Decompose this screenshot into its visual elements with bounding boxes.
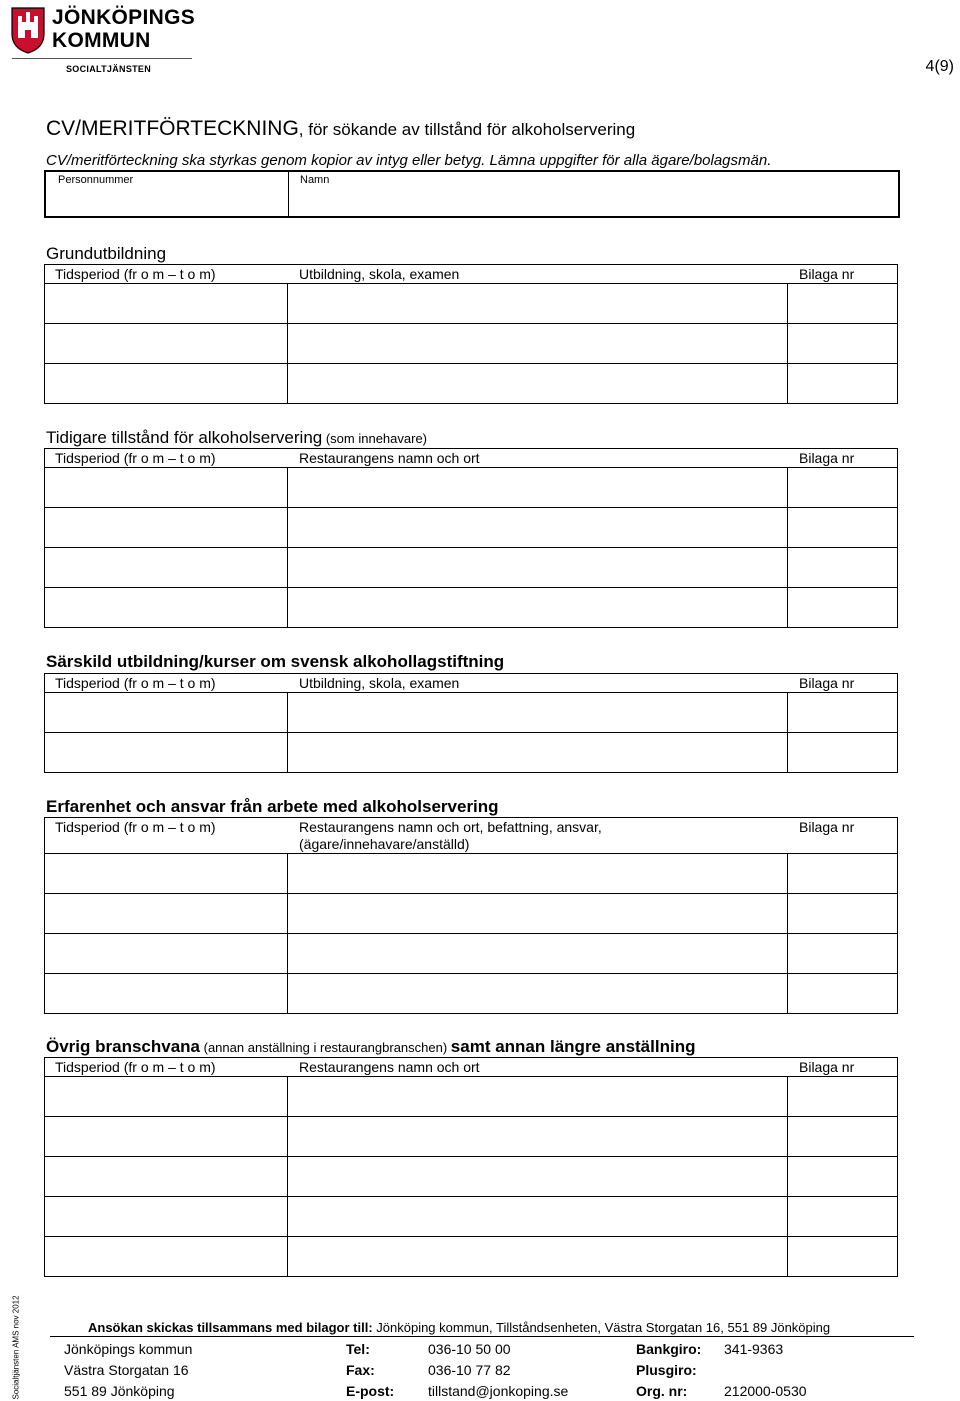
col-restaurant-line2: (ägare/innehavare/anställd) [299,836,470,852]
col-education: Utbildning, skola, examen [299,266,460,282]
table-row[interactable] [45,587,897,627]
col-bilaga: Bilaga nr [799,450,855,466]
footer-tel-label: Tel: [346,1341,370,1357]
col-period: Tidsperiod (fr o m – t o m) [55,1059,216,1075]
title-main: CV/MERITFÖRTECKNING [46,117,299,140]
col-period: Tidsperiod (fr o m – t o m) [55,675,216,691]
applicant-id-box[interactable] [44,170,900,218]
section-heading-grundutbildning: Grundutbildning [46,244,167,263]
table-row[interactable] [45,1196,897,1236]
footer-send-instruction [88,1320,830,1335]
footer-org-name: Jönköpings kommun [64,1341,193,1357]
heading-note: (annan anställning i restaurangbranschen) [200,1040,451,1055]
department-label: SOCIALTJÄNSTEN [66,64,152,74]
personnummer-label: Personnummer [58,174,134,186]
send-address: Jönköping kommun, Tillståndsenheten, Västra Storgatan 16, 551 89 Jönköping [372,1320,831,1335]
table-row[interactable] [45,283,897,323]
table-row[interactable] [45,1156,897,1196]
footer-tel: 036-10 50 00 [428,1341,511,1357]
instruction-text: CV/meritförteckning ska styrkas genom kopior av intyg eller betyg. Lämna uppgifter för alla ägare/bolagsmän. [46,152,772,169]
col-bilaga: Bilaga nr [799,266,855,282]
section-heading-erfarenhet: Erfarenhet och ansvar från arbete med alkoholservering [46,797,499,816]
col-period: Tidsperiod (fr o m – t o m) [55,266,216,282]
col-bilaga: Bilaga nr [799,1059,855,1075]
table-row[interactable] [45,507,897,547]
heading-note: (som innehavare) [322,431,428,446]
logo-divider [12,58,192,59]
footer-org-nr: 212000-0530 [724,1383,807,1399]
col-education: Utbildning, skola, examen [299,675,460,691]
table-row[interactable] [45,547,897,587]
table-row[interactable] [45,893,897,933]
table-row[interactable] [45,1236,897,1276]
col-period: Tidsperiod (fr o m – t o m) [55,819,216,835]
table-header [44,448,898,468]
id-divider [288,172,289,216]
title-sub: , för sökande av tillstånd för alkoholservering [298,120,636,139]
footer-fax-label: Fax: [346,1362,375,1378]
section-heading-ovrig-branschvana [46,1037,695,1057]
col-restaurant-line1: Restaurangens namn och ort, befattning, ansvar, [299,819,602,835]
page-number: 4(9) [925,58,954,75]
table-header [44,264,898,284]
footer-org-label: Org. nr: [636,1383,688,1399]
table-row[interactable] [45,467,897,507]
heading-text: Tidigare tillstånd för alkoholservering [46,428,323,447]
table-row[interactable] [45,1116,897,1156]
table-ovrig-branschvana [44,1076,898,1277]
heading-part-a: Övrig branschvana [46,1037,201,1056]
logo-line-1: JÖNKÖPINGS [52,6,196,29]
col-bilaga: Bilaga nr [799,819,855,835]
table-header [44,817,898,854]
heading-part-b: samt annan längre anställning [450,1037,696,1056]
logo-line-2: KOMMUN [52,29,151,52]
footer-email-link[interactable]: tillstand@jonkoping.se [428,1383,569,1399]
footer-city: 551 89 Jönköping [64,1383,175,1399]
table-row[interactable] [45,692,897,732]
footer-email-label: E-post: [346,1383,395,1399]
footer-street: Västra Storgatan 16 [64,1362,189,1378]
table-tidigare-tillstand [44,467,898,628]
table-row[interactable] [45,933,897,973]
footer-bankgiro: 341-9363 [724,1341,784,1357]
col-restaurant: Restaurangens namn och ort [299,1059,480,1075]
table-row[interactable] [45,853,897,893]
footer-fax: 036-10 77 82 [428,1362,511,1378]
table-row[interactable] [45,323,897,363]
table-header [44,673,898,693]
footer-plusgiro-label: Plusgiro: [636,1362,697,1378]
table-header [44,1057,898,1077]
table-row[interactable] [45,732,897,772]
coat-of-arms-icon [10,6,46,54]
side-footnote: Socialtjänsten AMS nov 2012 [11,1295,21,1400]
table-row[interactable] [45,1076,897,1116]
footer-divider [50,1336,914,1337]
footer-bankgiro-label: Bankgiro: [636,1341,702,1357]
jonkoping-logo [10,4,200,76]
table-erfarenhet [44,853,898,1014]
page-title [46,117,635,141]
table-row[interactable] [45,363,897,403]
namn-label: Namn [300,174,330,186]
section-heading-tidigare-tillstand [46,428,427,448]
table-grundutbildning [44,283,898,404]
table-row[interactable] [45,973,897,1013]
col-bilaga: Bilaga nr [799,675,855,691]
col-restaurant: Restaurangens namn och ort [299,450,480,466]
section-heading-sarskild-utbildning: Särskild utbildning/kurser om svensk alkohollagstiftning [46,652,505,671]
send-label: Ansökan skickas tillsammans med bilagor till: [88,1320,373,1335]
col-period: Tidsperiod (fr o m – t o m) [55,450,216,466]
table-sarskild-utbildning [44,692,898,773]
